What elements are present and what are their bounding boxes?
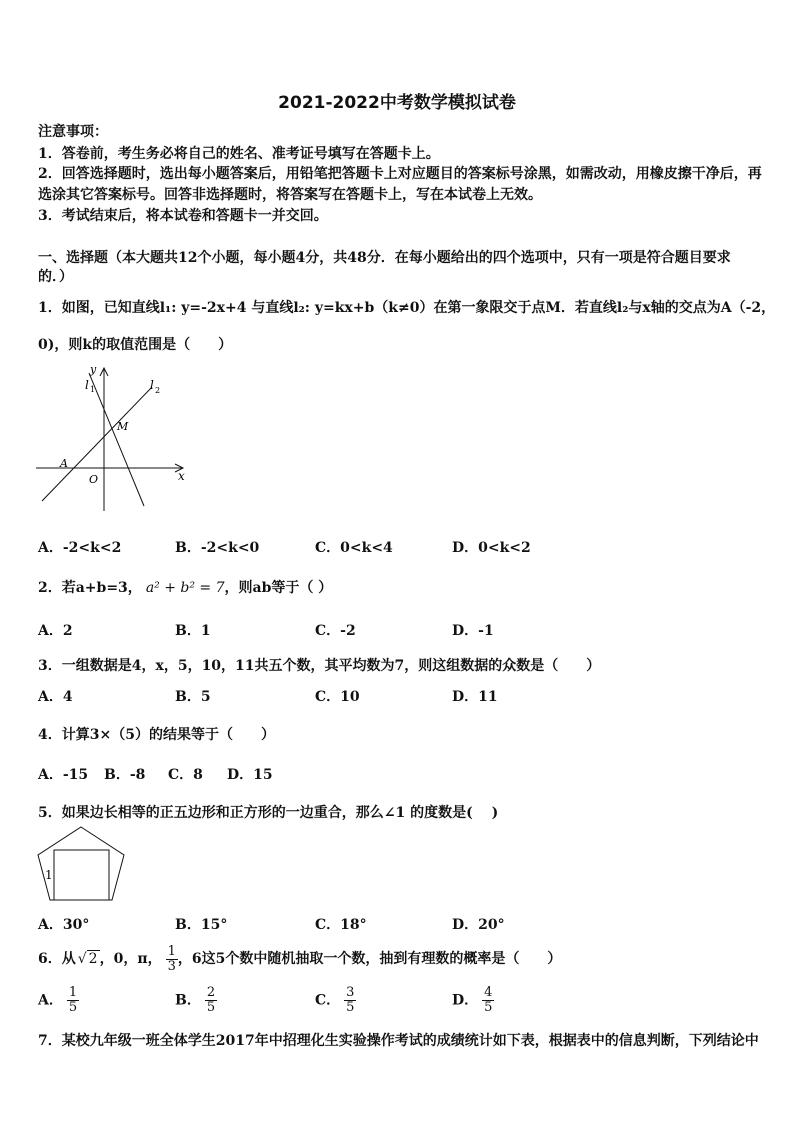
point-a-label: A	[60, 457, 68, 470]
question-2-option-c: C．-2	[315, 623, 356, 639]
notice-item-3: 3．考试结束后，将本试卷和答题卡一并交回。	[38, 208, 328, 224]
question-6-text	[38, 944, 561, 974]
question-4-text: 4．计算3×（5）的结果等于（ ）	[38, 727, 275, 743]
option-label: C．	[315, 992, 341, 1009]
sqrt-2-expression: √ 2	[77, 951, 98, 967]
option-label: D．	[452, 992, 479, 1009]
notice-item-2-cont: 选涂其它答案标号。回答非选择题时，将答案写在答题卡上，写在本试卷上无效。	[38, 187, 542, 203]
option-fraction	[482, 986, 494, 1015]
question-4-option-b: B．-8	[104, 767, 146, 783]
question-4-option-a: A．-15	[38, 767, 89, 783]
notice-item-2: 2．回答选择题时，选出每小题答案后，用铅笔把答题卡上对应题目的答案标号涂黑，如需改动，用橡皮擦干净后，再	[38, 166, 762, 182]
fraction-numerator: 1	[167, 943, 176, 959]
question-6-text-b: ，0，π，	[99, 951, 162, 967]
origin-label: O	[89, 473, 99, 486]
y-axis-label: y	[90, 363, 97, 376]
page-title: 2021-2022中考数学模拟试卷	[278, 93, 516, 113]
fraction-one-third	[166, 945, 178, 974]
question-2-text-b: ，则ab等于（ ）	[224, 580, 333, 596]
l1-label: l	[85, 378, 89, 392]
question-3-option-b: B．5	[175, 689, 211, 705]
point-m-label: M	[117, 420, 129, 433]
question-2-option-d: D．-1	[452, 623, 494, 639]
section-heading-cont: 的．）	[38, 269, 73, 285]
question-1-option-d: D．0<k<2	[452, 540, 531, 556]
square-shape	[54, 850, 109, 900]
option-fraction	[344, 986, 356, 1015]
question-3-option-a: A．4	[38, 689, 73, 705]
l2-subscript: 2	[155, 386, 161, 395]
question-4-option-c: C．8	[168, 767, 203, 783]
question-5-option-a: A．30°	[38, 917, 90, 933]
section-heading: 一、选择题（本大题共12个小题，每小题4分，共48分．在每小题给出的四个选项中，只有一项是符合题目要求	[38, 250, 731, 266]
line-l1	[89, 373, 144, 506]
question-6-text-c: ，6这5个数中随机抽取一个数，抽到有理数的概率是（ ）	[177, 951, 562, 967]
question-5-option-c: C．18°	[315, 917, 367, 933]
question-6-option-a	[38, 986, 79, 1015]
option-denominator: 5	[206, 1000, 216, 1015]
question-5-option-d: D．20°	[452, 917, 505, 933]
option-label: B．	[175, 992, 201, 1009]
question-1-option-c: C．0<k<4	[315, 540, 393, 556]
question-3-text: 3．一组数据是4，x，5，10，11共五个数，其平均数为7，则这组数据的众数是（ ）	[38, 658, 601, 674]
question-2-text-a: 2．若a+b=3，	[38, 580, 142, 596]
fraction-denominator: 3	[167, 958, 176, 974]
question-5-option-b: B．15°	[175, 917, 228, 933]
question-1-option-b: B．-2<k<0	[175, 540, 260, 556]
option-numerator: 4	[484, 985, 493, 1000]
question-7-text: 7．某校九年级一班全体学生2017年中招理化生实验操作考试的成绩统计如下表，根据表中的信息判断，下列结论中	[38, 1033, 759, 1049]
angle-1-label: 1	[45, 868, 53, 882]
question-2-option-b: B．1	[175, 623, 211, 639]
option-fraction	[67, 986, 79, 1015]
question-5-text: 5．如果边长相等的正五边形和正方形的一边重合，那么∠1 的度数是( )	[38, 805, 499, 821]
l1-subscript: 1	[90, 385, 96, 394]
option-numerator: 2	[206, 985, 216, 1000]
question-1-option-a: A．-2<k<2	[38, 540, 122, 556]
x-axis-label: x	[178, 469, 185, 483]
question-5-figure	[36, 826, 128, 902]
notice-heading: 注意事项：	[38, 124, 108, 140]
question-3-option-d: D．11	[452, 689, 498, 705]
notice-item-1: 1．答卷前，考生务必将自己的姓名、准考证号填写在答题卡上。	[38, 146, 440, 162]
question-1-figure	[34, 363, 194, 513]
l2-label: l	[150, 378, 154, 392]
option-numerator: 3	[346, 985, 355, 1000]
option-fraction	[205, 986, 217, 1015]
option-label: A．	[38, 992, 63, 1009]
question-4-option-d: D．15	[227, 767, 273, 783]
question-2-text	[38, 577, 332, 597]
option-denominator: 5	[68, 1000, 78, 1015]
question-2-option-a: A．2	[38, 623, 73, 639]
option-numerator: 1	[68, 985, 78, 1000]
option-denominator: 5	[484, 1000, 493, 1015]
option-denominator: 5	[346, 1000, 355, 1015]
sqrt-radicand: 2	[88, 951, 98, 967]
question-3-option-c: C．10	[315, 689, 360, 705]
question-6-option-c	[315, 986, 356, 1015]
question-1-text: 1．如图，已知直线l₁: y=-2x+4 与直线l₂: y=kx+b（k≠0）在第一象限交于点M．若直线l₂与x轴的交点为A（-2，	[38, 300, 776, 316]
question-6-option-b	[175, 986, 217, 1015]
question-6-option-d	[452, 986, 494, 1015]
question-6-text-a: 6．从	[38, 951, 76, 967]
question-2-formula: a² + b² = 7	[145, 580, 225, 596]
question-1-text-cont: 0)，则k的取值范围是（ ）	[38, 337, 233, 353]
pentagon-shape	[38, 827, 124, 900]
